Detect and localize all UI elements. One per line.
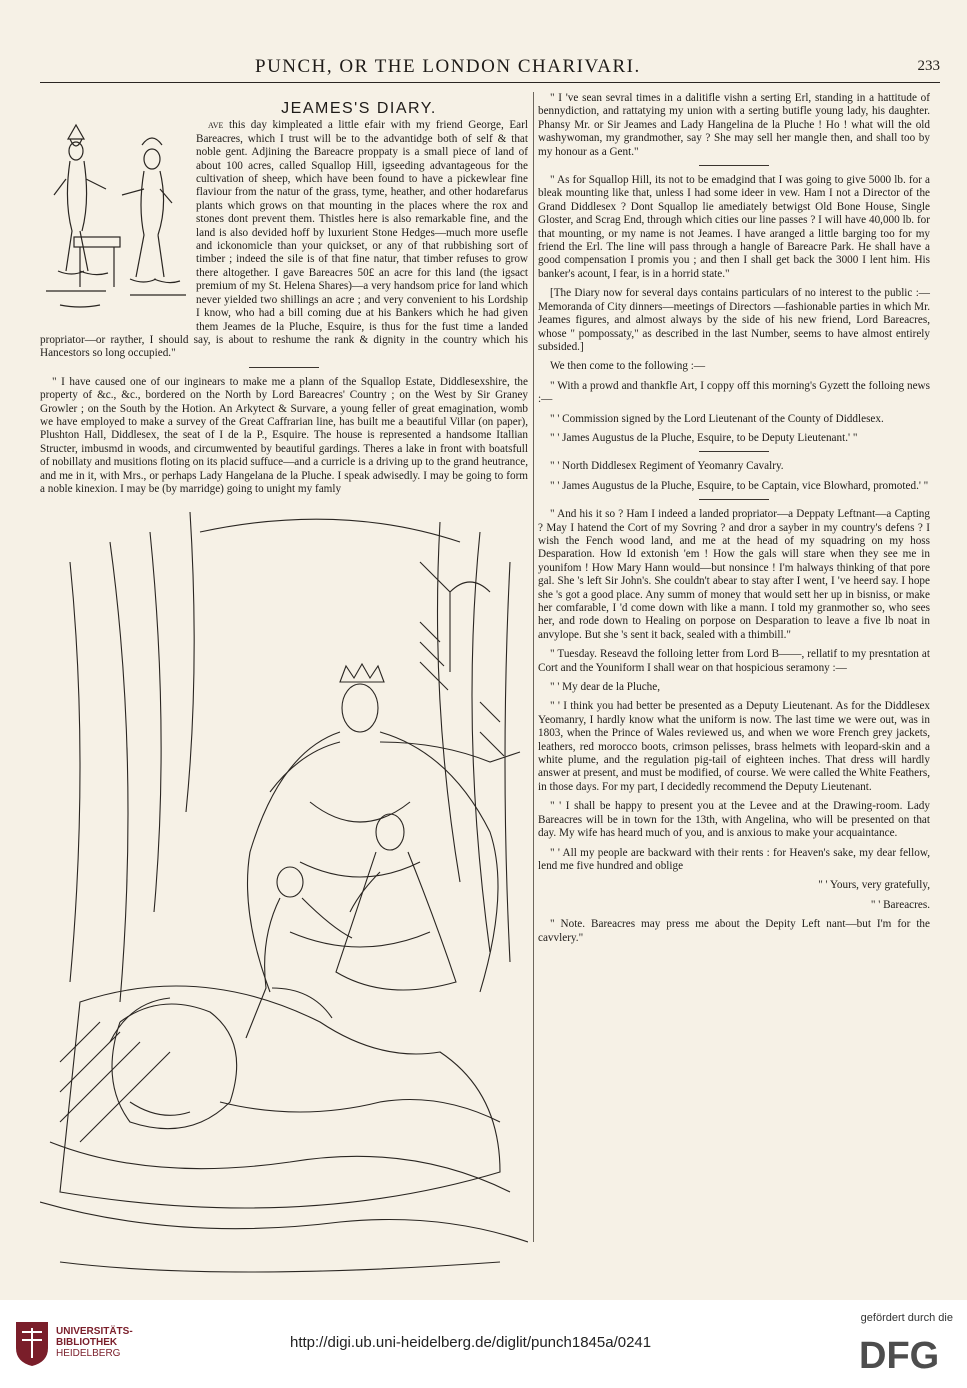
coronation-dream-illustration	[40, 502, 528, 1294]
paragraph: " I 've sean sevral times in a dalitifle vishn a serting Erl, standing in a hattitude of bennydiction, and rattatying my union with a serting butifle young lady, his daughter. Phansy Mr. or Sir Jeames and Lady Hangelina de la Pluche ! Ho ! what will the old washywoman, my grandmother, say ? She may sell her mangle then, and shall too by my honour as a Gent."	[538, 92, 930, 158]
dfg-logo-text: DFG	[859, 1335, 940, 1374]
paragraph: " ' I think you had better be presented as a Deputy Lieutenant. As for the Diddlesex Yeomanry, I hardly know what the uniform is now. The last time we were out, was in 1803, when the Prince of Wales reviewed us, and when we wore French grey jackets, leathers, red morocco boots, crimson pelisses, brass helmets with leopard-skin and a white plume, and the regulation pig-tail of eighteen inches. That dress will hardly answer at present, and must be modified, of course. We were called the White Feathers, in those days. For my part, I decidedly recommend the Deputy Lieutenant.	[538, 700, 930, 793]
institution-line: HEIDELBERG	[56, 1348, 121, 1359]
paragraph: " ' My dear de la Pluche,	[550, 681, 661, 694]
dfg-logo-icon	[859, 1334, 953, 1374]
column-divider	[533, 92, 534, 1242]
editorial-note: [The Diary now for several days contains particulars of no interest to the public :—Memoranda of City dinners—meetings of Directors —fashionable parties in which Mr. Jeames figures, and almost always by the side of his new friend, Lord Bareacres, whose " pompossaty," as described in the last Number, seems to have almost entirely subsided.]	[538, 287, 930, 353]
paragraph: " I have caused one of our inginears to make me a plann of the Squallop Estate, Diddlesexshire, the property of &c., &c., bordered on the North by Lord Bareacres' Country ; on the West by Sir Graney Growler ; on the South by the Hotion. An Arkytect & Survare, a young feller of great emagination, womb we have employed to make a survey of the Great Caffrarian line, has built me a beautiful Villar (on paper), Plushton Hall, Diddlesex, the seat of I de la P., Esquire. The house is represented a handsome Itallian Structer, imbusmd in woods, and circumwented by beautiful gardings. Theres a lake in front with boatsfull of nobillaty and musitions floting on its placid suffuce—and a curricle is a driving up to the grand heutrance, and me in it, with Mrs., or perhaps Lady Hangelana de la Pluche. I speak adwisedly. I may be going to form a noble kinexion. I may be (by marridge) going to unight my famly	[40, 375, 528, 495]
institution-name	[56, 1326, 133, 1359]
two-footmen-sketch	[40, 119, 190, 319]
section-rule	[699, 165, 769, 166]
section-rule	[249, 367, 319, 368]
paragraph: We then come to the following :—	[550, 360, 706, 373]
paragraph: " With a prowd and thankfle Art, I coppy off this morning's Gyzett the folloing news :—	[538, 379, 930, 406]
paragraph: " ' Commission signed by the Lord Lieutenant of the County of Diddlesex.	[550, 412, 884, 425]
paragraph: " ' North Diddlesex Regiment of Yeomanry Cavalry.	[550, 460, 784, 473]
paragraph-text: this day kimpleated a little efair with my friend George, Earl Bareacres, which I trust will be to the advantidge both of self & that noble gent. Adjining the Bareacre proppaty is a small piece of land of about 100 acres, called Squallop Hill, igseeding advantageous for the cultivation of sheep, which have been found to have a pickewlear fine flaviour from the natur of the grass, tyme, heather, and other hodarefarus plants which grows on that mounting in the places where the rox and stones dont prevent them. Thistles here is also remarkable fine, and the land is also devided hoff by luxurient Stone Hedges—much more usefle and ickonomicle than your quickset, or any of that rubbishing sort of timber ; indeed the sile is of that fine natur, that timber refuses to grow there altogether. I gave Bareacres 50£ an acre for this land (the igsact premium of my St. Helena Shares)—a very handsom price for land which never yielded two shillings an acre ; and very convenient to his Lordship I know, who had a bill coming due at his Bankers which he had given them Jeames de la Pluche, Esquire, is thus for the fust time a landed propriator—or rayther, I should say, is about to reshume the rank & dignity in the country which his Hancestors so long occupied."	[40, 119, 528, 360]
paragraph: " Note. Bareacres may press me about the Depity Left nant—but I'm for the cavvlery."	[538, 918, 930, 944]
paragraph: " Tuesday. Reseavd the folloing letter from Lord B——, rellatif to my presntation at Cort and the Youniform I shall wear on that hospicious seramony :—	[538, 648, 930, 674]
page-header	[40, 56, 940, 83]
institution-line: BIBLIOTHEK	[56, 1337, 118, 1348]
section-rule	[699, 499, 769, 500]
source-url-link[interactable]: http://digi.ub.uni-heidelberg.de/diglit/punch1845a/0241	[290, 1334, 652, 1351]
university-seal-icon	[12, 1318, 52, 1368]
digitization-footer	[0, 1300, 967, 1388]
paragraph: " As for Squallop Hill, its not to be emadgind that I was going to give 5000 lb. for a bleak mounting like that, unless I had some ideer in vew. Ham I not a Director of the Grand Diddlesex ? Dont Squallop lie amediately betwigst Old Bone House, Single Gloster, and Scrag End, through which cities our line passes ? I will have 40,000 lb. for that mounting, or my name is not Jeames. I have aranged a little barging too for my friend the Erl. The line will pass through a hangle of Bareacre Park. He shall have a good compensation I promis you ; and then I shall get back the 3000 I lent him. His banker's acount, I fear, is in a horrid state."	[538, 174, 930, 280]
lead-word: ave	[208, 119, 224, 132]
left-column	[40, 92, 528, 1333]
paragraph: " And his it so ? Ham I indeed a landed propriator—a Deppaty Leftnant—a Capting ? May I hatend the Cort of my Sovring ? and dror a sayber in my country's defens ? I wish the Fench wood land, and me at the head of my squadring on my hoss Desparation. How Id extonish 'em ! How the gals will stare when they see me in younifom ! How Mary Hann would—but nonsince ! I'm halways thinking of that pore gal. She 's left Sir John's. She couldn't abear to stay after I went, I 've heerd say. I hope she 's got a good place. Any summ of money that would sett her up in bisniss, or make her comfarable, I 'd come down with like a mann. I told my granmother so, who sees her, and rode down to Healing on porpose on Desparation to leave a five lb noat in anvylope. But she 's sent it back, sealed with a thimbill."	[538, 508, 930, 641]
section-rule	[699, 451, 769, 452]
right-column	[538, 92, 930, 951]
paragraph: " ' James Augustus de la Pluche, Esquire, to be Deputy Lieutenant.' "	[550, 431, 858, 444]
page-number: 233	[917, 58, 940, 74]
paragraph: " ' James Augustus de la Pluche, Esquire, to be Captain, vice Blowhard, promoted.' "	[550, 479, 929, 492]
running-title: PUNCH, OR THE LONDON CHARIVARI.	[255, 56, 641, 77]
sponsor-label: gefördert durch die	[860, 1312, 953, 1324]
letter-signature: " ' Bareacres.	[870, 898, 930, 911]
paragraph: " ' I shall be happy to present you at the Levee and at the Drawing-room. Lady Bareacres will be in town for the 13th, with Angelina, who will be presented on that day. My wife has heard much of you, and is anxious to make your acquaintance.	[538, 800, 930, 840]
article-title: JEAMES'S DIARY.	[281, 100, 437, 117]
letter-signoff: " ' Yours, very gratefully,	[818, 879, 930, 892]
paragraph: " ' All my people are backward with their rents : for Heaven's sake, my dear fellow, lend me five hundred and oblige	[538, 846, 930, 872]
institution-line: UNIVERSITÄTS-	[56, 1326, 133, 1337]
